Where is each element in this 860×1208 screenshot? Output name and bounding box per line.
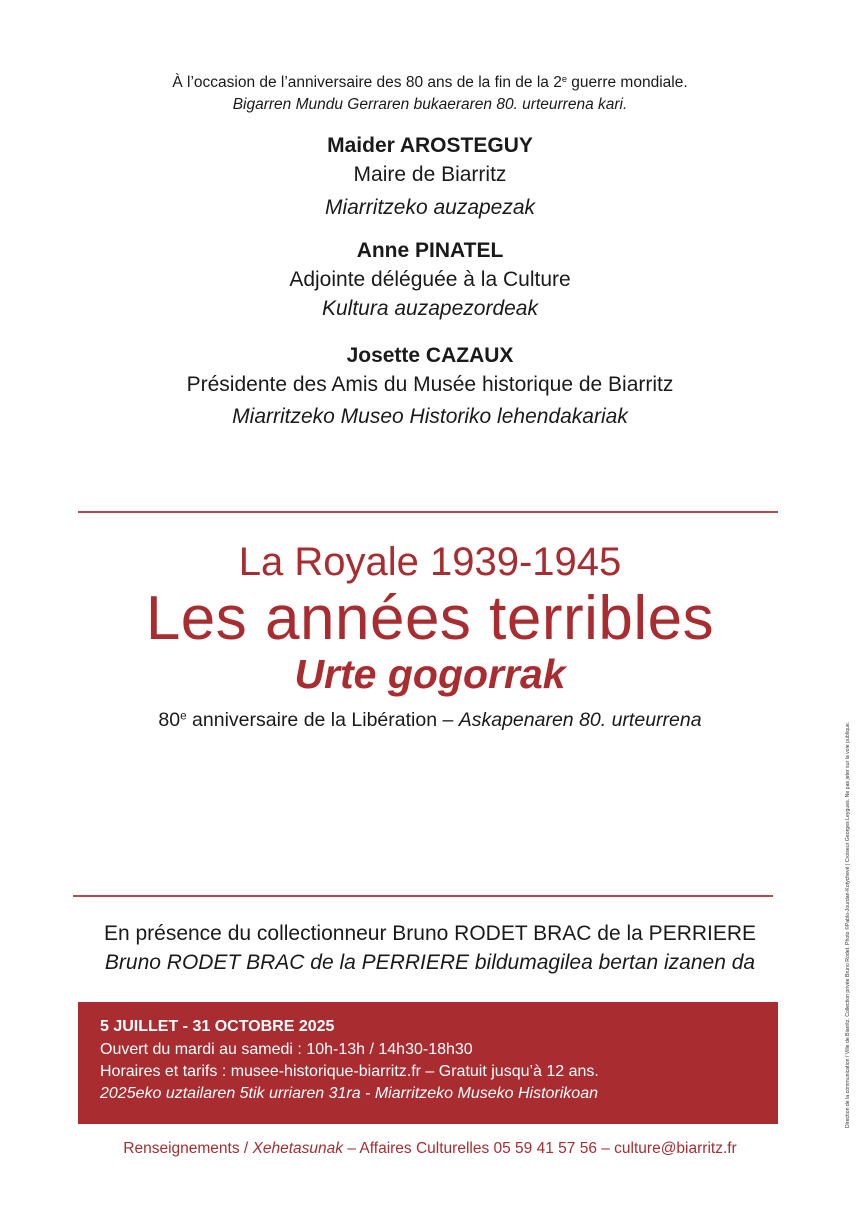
host-role-basque: Miarritzeko auzapezak [324,196,536,219]
host-role-french: Adjointe déléguée à la Culture [289,268,571,291]
intro-basque: Bigarren Mundu Gerraren bukaeraren 80. urteurrena kari. [232,96,628,113]
host-role-french: Maire de Biarritz [353,163,507,186]
intro-french: À l’occasion de l’anniversaire des 80 ans de la fin de la 2e guerre mondiale. [172,73,688,91]
host-name: Anne PINATEL [356,239,504,262]
host-role-basque: Kultura auzapezordeak [322,297,538,320]
info-box [78,1002,778,1124]
contact-line: Renseignements / Xehetasunak – Affaires Culturelles 05 59 41 57 56 – culture@biarritz.fr [123,1140,737,1157]
exhibition-title-basque: Urte gogorrak [294,651,566,697]
exhibition-title-line1: La Royale 1939-1945 [238,540,622,584]
info-basque: 2025eko uztailaren 5tik urriaren 31ra - Miarritzeko Museko Historikoan [100,1085,598,1102]
tariffs-info: Horaires et tarifs : musee-historique-biarritz.fr – Gratuit jusqu’à 12 ans. [100,1063,599,1080]
exhibition-dates: 5 JUILLET - 31 OCTOBRE 2025 [100,1018,335,1035]
host-name: Maider AROSTEGUY [327,134,533,157]
host-role-french: Présidente des Amis du Musée historique de Biarritz [186,373,674,396]
opening-hours: Ouvert du mardi au samedi : 10h-13h / 14h30-18h30 [100,1041,473,1058]
bottom-divider [73,895,773,897]
exhibition-title-main: Les années terribles [145,584,715,653]
host-role-basque: Miarritzeko Museo Historiko lehendakariak [232,405,628,428]
presence-basque: Bruno RODET BRAC de la PERRIERE bildumagilea bertan izanen da [104,951,756,974]
side-credit: Direction de la communication / Ville de Biarritz. Collection privée Bruno Rodet. Photo ©Pablo-Jourdan-Kotychevé | Croiseur Georges Leygues. Ne pas jeter sur la voie publique. [845,721,851,1128]
presence-french: En présence du collectionneur Bruno RODET BRAC de la PERRIERE [103,922,757,945]
top-divider [78,511,778,513]
exhibition-subtitle: 80e anniversaire de la Libération – Askapenaren 80. urteurrena [158,709,702,731]
host-name: Josette CAZAUX [346,344,514,367]
